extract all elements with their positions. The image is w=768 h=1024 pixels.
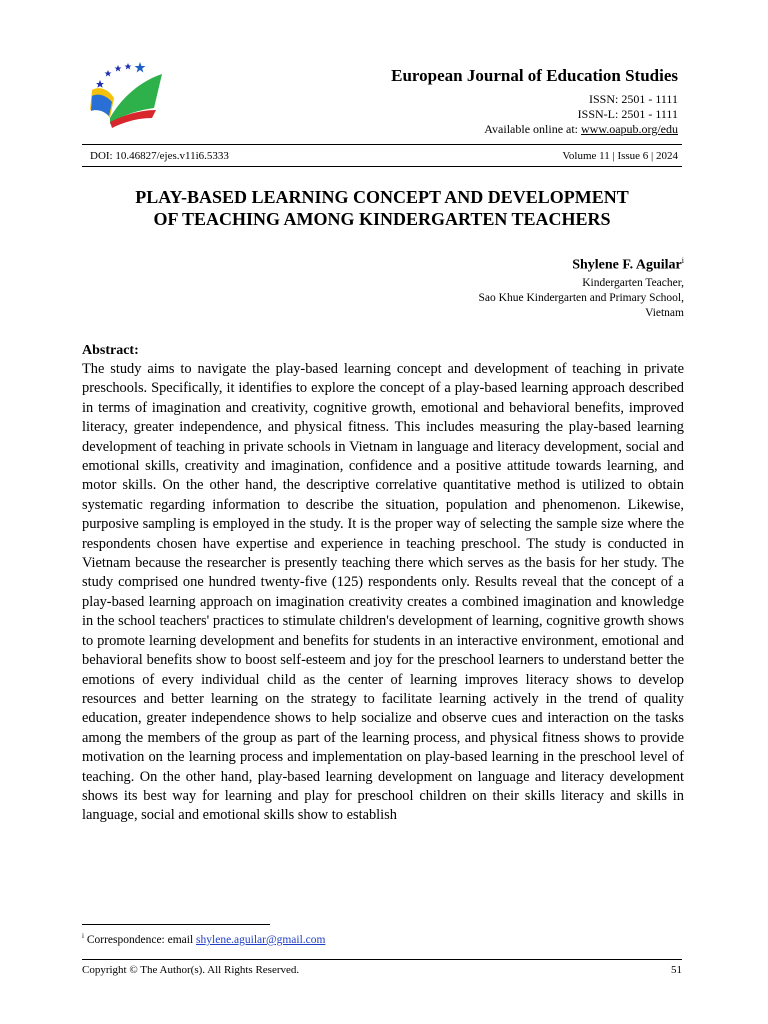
affiliation-line: Kindergarten Teacher, — [582, 276, 684, 289]
title-line-1: PLAY-BASED LEARNING CONCEPT AND DEVELOPMENT — [135, 187, 629, 207]
author-footnote-mark: i — [681, 256, 684, 265]
journal-url-link[interactable]: www.oapub.org/edu — [581, 122, 678, 136]
author-block — [479, 256, 684, 321]
affiliation-line: Vietnam — [645, 306, 684, 319]
footnote-mark: i — [82, 932, 84, 940]
copyright: Copyright © The Author(s). All Rights Reserved. — [82, 964, 300, 976]
author-name-text: Shylene F. Aguilar — [572, 257, 682, 273]
footnote — [82, 932, 325, 946]
abstract-section — [82, 342, 684, 826]
header-divider — [82, 144, 682, 145]
correspondence-email-link[interactable]: shylene.aguilar@gmail.com — [196, 933, 326, 946]
issn-l: ISSN-L: 2501 - 1111 — [577, 107, 678, 121]
footnote-divider — [82, 924, 270, 925]
issue: Issue 6 — [617, 150, 649, 162]
separator: | — [651, 150, 654, 162]
issn: ISSN: 2501 - 1111 — [588, 92, 678, 106]
page-footer — [82, 964, 682, 976]
article-meta — [90, 150, 678, 162]
journal-title: European Journal of Education Studies — [391, 66, 678, 85]
article-title — [82, 186, 682, 230]
volume-issue-year — [562, 150, 678, 162]
separator: | — [612, 150, 615, 162]
star-icon — [135, 62, 146, 73]
abstract-body: The study aims to navigate the play-based learning concept and development of teaching in private preschools. Specifically, it identifies to explore the concept of a play-based learning approach described in terms of imagination and creativity, cognitive growth, emotional and behavioral benefits, improved literacy, greater independence, and physical fitness. This includes measuring the play-based learning development of teaching in private schools in Vietnam in language and literacy development, social and emotional skills, creativity and imagination, confidence and a positive attitude towards learning, and motor skills. On the other hand, the descriptive correlative quantitative method is utilized to obtain systematic regarding information to describe the situation, population and phenomenon. Likewise, purposive sampling is employed in the study. It is the proper way of selecting the sample size where the respondents chosen have expertise and experience in teaching preschool. The study is conducted in Vietnam because the researcher is presently teaching there which serves as the basis for her study. The study comprised one hundred twenty-five (125) respondents only. Results reveal that the concept of a play-based learning approach on imagination creativity creates a combined imagination and knowledge in the school teachers' practices to stimulate children's development of learning, cognitive growth shows to promote learning development and benefits for students in an interactive environment, emotional and behavioral benefits show to boost self-esteem and joy for the preschool learners to understand better the emotions of every individual child as the center of learning improves literacy shows to develop resources and better learning on the strategy to facilitate learning actively in the trend of quality education, greater independence shows to help socialize and observe cues and interaction on the tasks among the members of the group as part of the learning process, and physical fitness shows to provide motivation on the learning process and implementation on play-based learning in the preschool level of teaching. On the other hand, play-based learning development on language and literacy development shows its best way for learning and play for preschool children on their skills literacy and skills in language, social and emotional skills show to establish — [82, 361, 684, 824]
journal-header — [391, 66, 678, 137]
meta-divider — [82, 166, 682, 167]
journal-logo — [86, 60, 168, 130]
star-icon — [96, 63, 132, 88]
affiliation-line: Sao Khue Kindergarten and Primary School, — [478, 291, 684, 304]
doi: DOI: 10.46827/ejes.v11i6.5333 — [90, 150, 229, 162]
available-online — [391, 122, 678, 137]
volume: Volume 11 — [562, 150, 610, 162]
available-label: Available online at: — [484, 122, 582, 136]
year: 2024 — [656, 150, 678, 162]
title-line-2: OF TEACHING AMONG KINDERGARTEN TEACHERS — [153, 209, 611, 229]
page-number: 51 — [671, 964, 682, 976]
footer-divider — [82, 959, 682, 960]
abstract-heading: Abstract: — [82, 343, 139, 358]
footnote-label: Correspondence: email — [86, 933, 197, 946]
author-name — [479, 256, 684, 274]
